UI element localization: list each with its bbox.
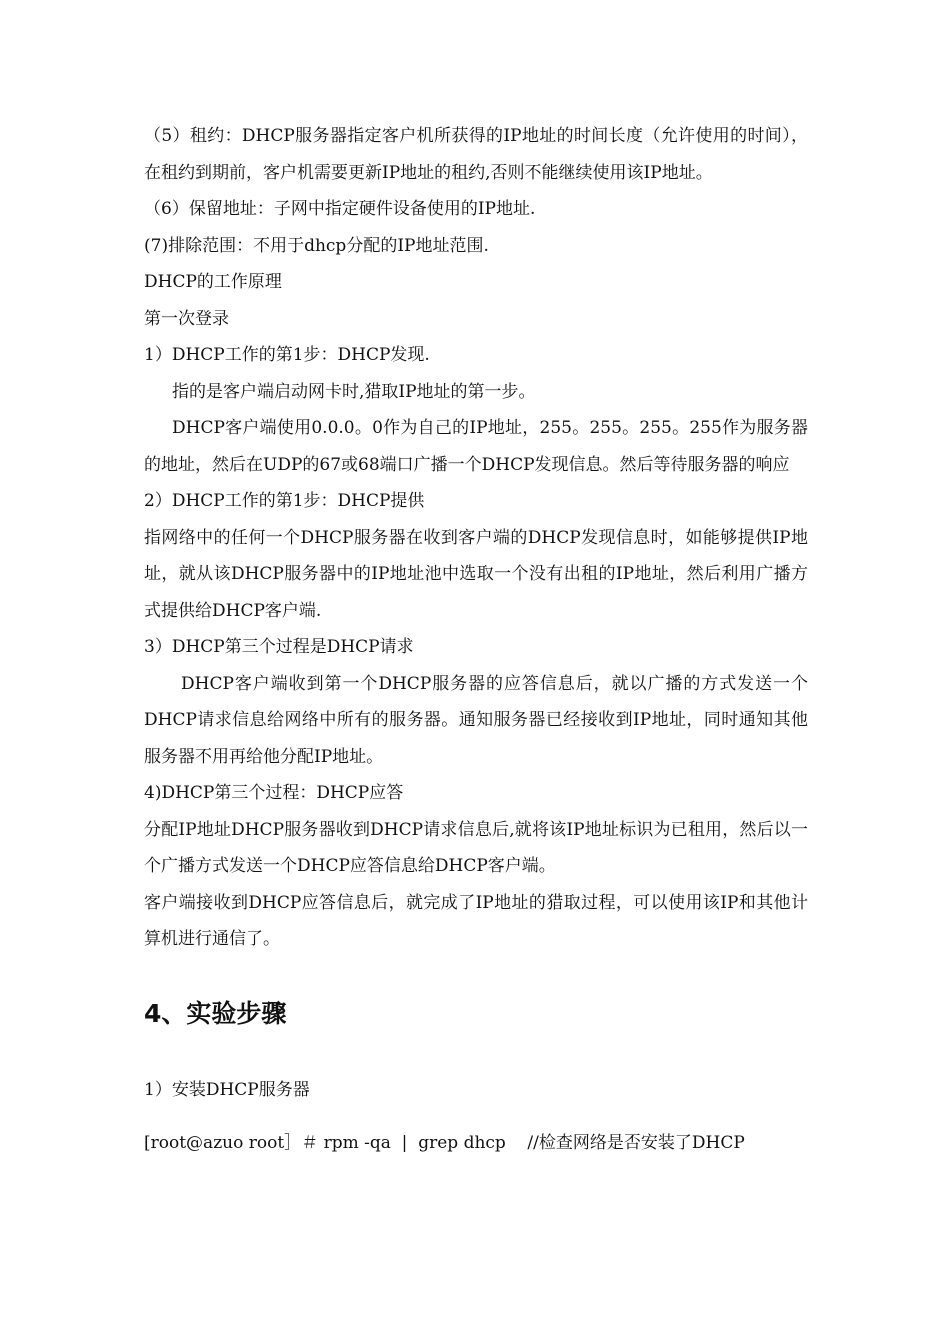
step4-body: 分配IP地址DHCP服务器收到DHCP请求信息后,就将该IP地址标识为已租用，然后以一个广播方式发送一个DHCP应答信息给DHCP客户端。 [144, 819, 808, 876]
document-page [144, 118, 808, 1179]
paragraph-reserved-address: （6）保留地址：子网中指定硬件设备使用的IP地址. [144, 199, 536, 219]
step2-title: 2）DHCP工作的第1步：DHCP提供 [144, 491, 425, 511]
step1-line2: DHCP客户端使用0.0.0。0作为自己的IP地址，255。255。255。255作为服务器的地址，然后在UDP的67或68端口广播一个DHCP发现信息。然后等待服务器的响应 [144, 418, 808, 475]
install-dhcp-title: 1）安装DHCP服务器 [144, 1079, 310, 1100]
step1-line1: 指的是客户端启动网卡时,猎取IP地址的第一步。 [172, 381, 536, 402]
paragraph-lease: （5）租约：DHCP服务器指定客户机所获得的IP地址的时间长度（允许使用的时间），在租约到期前，客户机需要更新IP地址的租约,否则不能继续使用该IP地址。 [144, 126, 808, 183]
step4-title: 4)DHCP第三个过程：DHCP应答 [144, 783, 404, 803]
step1-title: 1）DHCP工作的第1步：DHCP发现. [144, 345, 430, 365]
step3-title: 3）DHCP第三个过程是DHCP请求 [144, 637, 414, 657]
conclusion-paragraph: 客户端接收到DHCP应答信息后，就完成了IP地址的猎取过程，可以使用该IP和其他计算机进行通信了。 [144, 892, 808, 949]
rpm-check-command: [root@azuo root］＃ rpm -qa | grep dhcp //检查网络是否安装了DHCP [144, 1133, 745, 1153]
first-login-label: 第一次登录 [144, 308, 229, 329]
step3-body: DHCP客户端收到第一个DHCP服务器的应答信息后，就以广播的方式发送一个DHCP请求信息给网络中所有的服务器。通知服务器已经接收到IP地址，同时通知其他服务器不用再给他分配IP地址。 [144, 673, 808, 767]
step2-body: 指网络中的任何一个DHCP服务器在收到客户端的DHCP发现信息时，如能够提供IP地址，就从该DHCP服务器中的IP地址池中选取一个没有出租的IP地址，然后利用广播方式提供给DHCP客户端. [144, 527, 808, 621]
principle-title: DHCP的工作原理 [144, 272, 282, 292]
paragraph-exclusion-range: (7)排除范围：不用于dhcp分配的IP地址范围. [144, 235, 489, 256]
section4-heading: 4、实验步骤 [144, 998, 287, 1028]
